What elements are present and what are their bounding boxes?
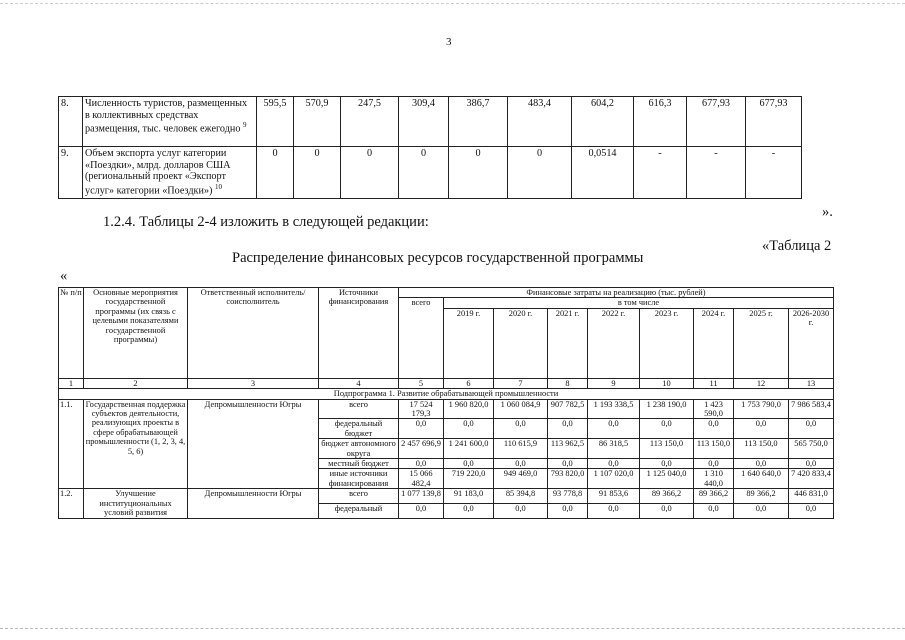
year-header: 2022 г. bbox=[588, 308, 640, 378]
value-cell: 604,2 bbox=[572, 97, 634, 147]
col-number: 7 bbox=[494, 378, 548, 388]
value-cell: 0,0 bbox=[734, 503, 789, 518]
value-cell: 565 750,0 bbox=[789, 439, 834, 459]
value-cell: 309,4 bbox=[399, 97, 449, 147]
col-number: 5 bbox=[399, 378, 444, 388]
value-cell: 17 524 179,3 bbox=[399, 399, 444, 419]
value-cell: 89 366,2 bbox=[734, 489, 789, 504]
indicators-table bbox=[58, 96, 802, 199]
col-number: 1 bbox=[59, 378, 84, 388]
value-cell: 2 457 696,9 bbox=[399, 439, 444, 459]
value-cell: 0 bbox=[449, 147, 508, 199]
header-activity: Основные мероприятия государственной программы (их связь с целевыми показателями государственной программы) bbox=[84, 288, 188, 379]
value-cell: 719 220,0 bbox=[444, 469, 494, 489]
col-number: 6 bbox=[444, 378, 494, 388]
value-cell: 0 bbox=[508, 147, 572, 199]
indicator-name: Объем экспорта услуг категории «Поездки», млрд. долларов США (региональный проект «Экспорт услуг» категории «Поездки») $^{10}$ bbox=[83, 147, 257, 199]
value-cell: 86 318,5 bbox=[588, 439, 640, 459]
row-number: 9. bbox=[59, 147, 83, 199]
value-cell: 7 986 583,4 bbox=[789, 399, 834, 419]
source-cell: федеральный bbox=[319, 503, 399, 518]
column-numbers-row bbox=[59, 378, 834, 388]
source-cell: бюджет автономного округа bbox=[319, 439, 399, 459]
value-cell: 0 bbox=[257, 147, 294, 199]
value-cell: 0,0 bbox=[548, 503, 588, 518]
open-quote: « bbox=[60, 268, 68, 284]
header-executor: Ответственный исполнитель/соисполнитель bbox=[188, 288, 319, 379]
value-cell: 113 150,0 bbox=[694, 439, 734, 459]
col-number: 8 bbox=[548, 378, 588, 388]
table-row bbox=[59, 399, 834, 419]
value-cell: 0,0 bbox=[548, 419, 588, 439]
value-cell: 907 782,5 bbox=[548, 399, 588, 419]
col-number: 12 bbox=[734, 378, 789, 388]
col-number: 9 bbox=[588, 378, 640, 388]
col-number: 4 bbox=[319, 378, 399, 388]
value-cell: 1 753 790,0 bbox=[734, 399, 789, 419]
value-cell: 1 077 139,8 bbox=[399, 489, 444, 504]
row-number: 8. bbox=[59, 97, 83, 147]
table-label: «Таблица 2 bbox=[762, 238, 832, 254]
value-cell: 0,0 bbox=[789, 419, 834, 439]
value-cell: 0,0 bbox=[588, 459, 640, 469]
indicator-name: Численность туристов, размещенных в коллективных средствах размещения, тыс. человек ежегодно $^9$ bbox=[83, 97, 257, 147]
value-cell: 0,0 bbox=[640, 503, 694, 518]
header-source: Источники финансирования bbox=[319, 288, 399, 379]
value-cell: 1 960 820,0 bbox=[444, 399, 494, 419]
value-cell: 793 820,0 bbox=[548, 469, 588, 489]
source-cell: всего bbox=[319, 489, 399, 504]
value-cell: 7 420 833,4 bbox=[789, 469, 834, 489]
value-cell: 0 bbox=[341, 147, 399, 199]
value-cell: 0,0 bbox=[494, 459, 548, 469]
value-cell: 1 193 338,5 bbox=[588, 399, 640, 419]
value-cell: 0 bbox=[399, 147, 449, 199]
item-number: 1.2. bbox=[59, 489, 84, 518]
value-cell: 1 241 600,0 bbox=[444, 439, 494, 459]
value-cell: 0,0 bbox=[444, 419, 494, 439]
value-cell: - bbox=[634, 147, 687, 199]
closing-quote: ». bbox=[822, 204, 833, 220]
value-cell: 110 615,9 bbox=[494, 439, 548, 459]
col-number: 13 bbox=[789, 378, 834, 388]
subprogram-row bbox=[59, 389, 834, 399]
header-row bbox=[59, 288, 834, 298]
value-cell: 0,0 bbox=[694, 459, 734, 469]
value-cell: 85 394,8 bbox=[494, 489, 548, 504]
header-num: № п/п bbox=[59, 288, 84, 379]
table-title: Распределение финансовых ресурсов государственной программы bbox=[232, 250, 644, 266]
item-activity: Государственная поддержка субъектов деятельности, реализующих проекты в сфере обрабатывающей промышленности (1, 2, 3, 4, 5, 6) bbox=[84, 399, 188, 489]
value-cell: - bbox=[687, 147, 746, 199]
value-cell: 1 238 190,0 bbox=[640, 399, 694, 419]
col-number: 2 bbox=[84, 378, 188, 388]
value-cell: 616,3 bbox=[634, 97, 687, 147]
value-cell: 0 bbox=[294, 147, 341, 199]
top-edge-line bbox=[0, 3, 905, 4]
value-cell: 0,0 bbox=[694, 503, 734, 518]
value-cell: 93 778,8 bbox=[548, 489, 588, 504]
item-activity: Улучшение институциональных условий развития bbox=[84, 489, 188, 518]
value-cell: 446 831,0 bbox=[789, 489, 834, 504]
value-cell: 949 469,0 bbox=[494, 469, 548, 489]
item-executor: Депромышленности Югры bbox=[188, 489, 319, 518]
year-header: 2019 г. bbox=[444, 308, 494, 378]
value-cell: 0,0 bbox=[494, 503, 548, 518]
value-cell: 1 640 640,0 bbox=[734, 469, 789, 489]
item-executor: Депромышленности Югры bbox=[188, 399, 319, 489]
value-cell: 91 853,6 bbox=[588, 489, 640, 504]
header-total: всего bbox=[399, 298, 444, 378]
subprogram-title: Подпрограмма 1. Развитие обрабатывающей промышленности bbox=[59, 389, 834, 399]
value-cell: 677,93 bbox=[687, 97, 746, 147]
value-cell: 113 150,0 bbox=[640, 439, 694, 459]
value-cell: 1 060 084,9 bbox=[494, 399, 548, 419]
year-header: 2024 г. bbox=[694, 308, 734, 378]
header-costs: Финансовые затраты на реализацию (тыс. рублей) bbox=[399, 288, 834, 298]
value-cell: 89 366,2 bbox=[640, 489, 694, 504]
financing-table bbox=[58, 287, 834, 519]
value-cell: 113 150,0 bbox=[734, 439, 789, 459]
value-cell: 0,0 bbox=[789, 459, 834, 469]
page-number: 3 bbox=[446, 36, 452, 48]
value-cell: 91 183,0 bbox=[444, 489, 494, 504]
value-cell: 0,0 bbox=[640, 419, 694, 439]
source-cell: местный бюджет bbox=[319, 459, 399, 469]
bottom-edge-line bbox=[0, 628, 905, 629]
source-cell: всего bbox=[319, 399, 399, 419]
col-number: 11 bbox=[694, 378, 734, 388]
header-including: в том числе bbox=[444, 298, 834, 308]
value-cell: 89 366,2 bbox=[694, 489, 734, 504]
value-cell: 0,0 bbox=[588, 503, 640, 518]
table-row bbox=[59, 489, 834, 504]
value-cell: 1 125 040,0 bbox=[640, 469, 694, 489]
value-cell: 386,7 bbox=[449, 97, 508, 147]
value-cell: 570,9 bbox=[294, 97, 341, 147]
value-cell: 0,0 bbox=[694, 419, 734, 439]
value-cell: 0,0 bbox=[734, 419, 789, 439]
value-cell: 677,93 bbox=[746, 97, 802, 147]
value-cell: 15 066 482,4 bbox=[399, 469, 444, 489]
table-row bbox=[59, 97, 802, 147]
value-cell: 0,0514 bbox=[572, 147, 634, 199]
value-cell: 1 310 440,0 bbox=[694, 469, 734, 489]
col-number: 10 bbox=[640, 378, 694, 388]
value-cell: 0,0 bbox=[734, 459, 789, 469]
source-cell: федеральный бюджет bbox=[319, 419, 399, 439]
value-cell: 0,0 bbox=[399, 419, 444, 439]
value-cell: 0,0 bbox=[494, 419, 548, 439]
value-cell: 0,0 bbox=[399, 459, 444, 469]
item-number: 1.1. bbox=[59, 399, 84, 489]
value-cell: 0,0 bbox=[399, 503, 444, 518]
value-cell: 483,4 bbox=[508, 97, 572, 147]
table-row bbox=[59, 147, 802, 199]
value-cell: 1 423 590,0 bbox=[694, 399, 734, 419]
year-header: 2025 г. bbox=[734, 308, 789, 378]
value-cell: 0,0 bbox=[444, 459, 494, 469]
value-cell: 0,0 bbox=[548, 459, 588, 469]
year-header: 2026-2030 г. bbox=[789, 308, 834, 378]
paragraph-text: 1.2.4. Таблицы 2-4 изложить в следующей редакции: bbox=[103, 214, 429, 230]
value-cell: 0,0 bbox=[640, 459, 694, 469]
year-header: 2020 г. bbox=[494, 308, 548, 378]
value-cell: 0,0 bbox=[588, 419, 640, 439]
value-cell: 113 962,5 bbox=[548, 439, 588, 459]
value-cell: 0,0 bbox=[789, 503, 834, 518]
year-header: 2023 г. bbox=[640, 308, 694, 378]
value-cell: 1 107 020,0 bbox=[588, 469, 640, 489]
value-cell: 0,0 bbox=[444, 503, 494, 518]
value-cell: 247,5 bbox=[341, 97, 399, 147]
col-number: 3 bbox=[188, 378, 319, 388]
value-cell: 595,5 bbox=[257, 97, 294, 147]
value-cell: - bbox=[746, 147, 802, 199]
source-cell: иные источники финансирования bbox=[319, 469, 399, 489]
year-header: 2021 г. bbox=[548, 308, 588, 378]
